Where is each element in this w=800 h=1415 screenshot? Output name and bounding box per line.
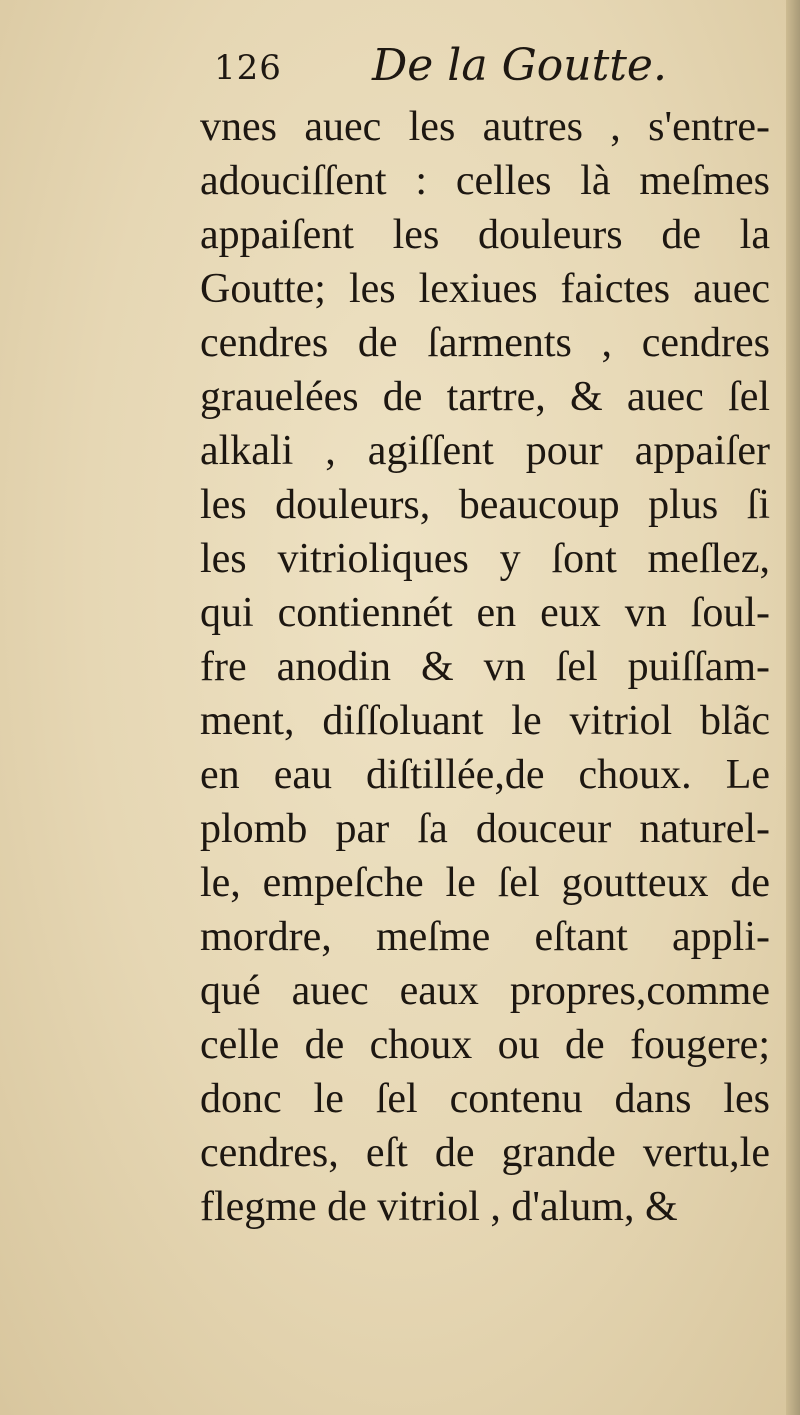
page-header [214,40,754,100]
text-line: les vitrioliques y ſont meſlez, [200,536,770,582]
text-line: qui contiennét en eux vn ſoul- [200,590,770,636]
text-line: adouciſſent : celles là meſmes [200,158,770,204]
page-edge [786,0,800,1415]
text-line: en eau diſtillée,de choux. Le [200,752,770,798]
text-line: cendres, eſt de grande vertu,le [200,1130,770,1176]
text-line: le, empeſche le ſel goutteux de [200,860,770,906]
text-line: qué auec eaux propres,comme [200,968,770,1014]
text-line: mordre, meſme eſtant appli- [200,914,770,960]
text-line: plomb par ſa douceur naturel- [200,806,770,852]
text-line: ment, diſſoluant le vitriol blãc [200,698,770,744]
running-title: De la Goutte. [372,40,667,91]
text-line: appaiſent les douleurs de la [200,212,770,258]
text-line: alkali , agiſſent pour appaiſer [200,428,770,474]
text-line: les douleurs, beaucoup plus ſi [200,482,770,528]
text-line: celle de choux ou de fougere; [200,1022,770,1068]
text-line: fre anodin & vn ſel puiſſam- [200,644,770,690]
text-line: cendres de ſarments , cendres [200,320,770,366]
body-text [200,100,770,1234]
text-line: Goutte; les lexiues faictes auec [200,266,770,312]
text-line: donc le ſel contenu dans les [200,1076,770,1122]
text-line: vnes auec les autres , s'entre- [200,104,770,150]
page-number: 126 [214,48,282,88]
text-line: flegme de vitriol , d'alum, & [200,1184,678,1230]
text-line: grauelées de tartre, & auec ſel [200,374,770,420]
